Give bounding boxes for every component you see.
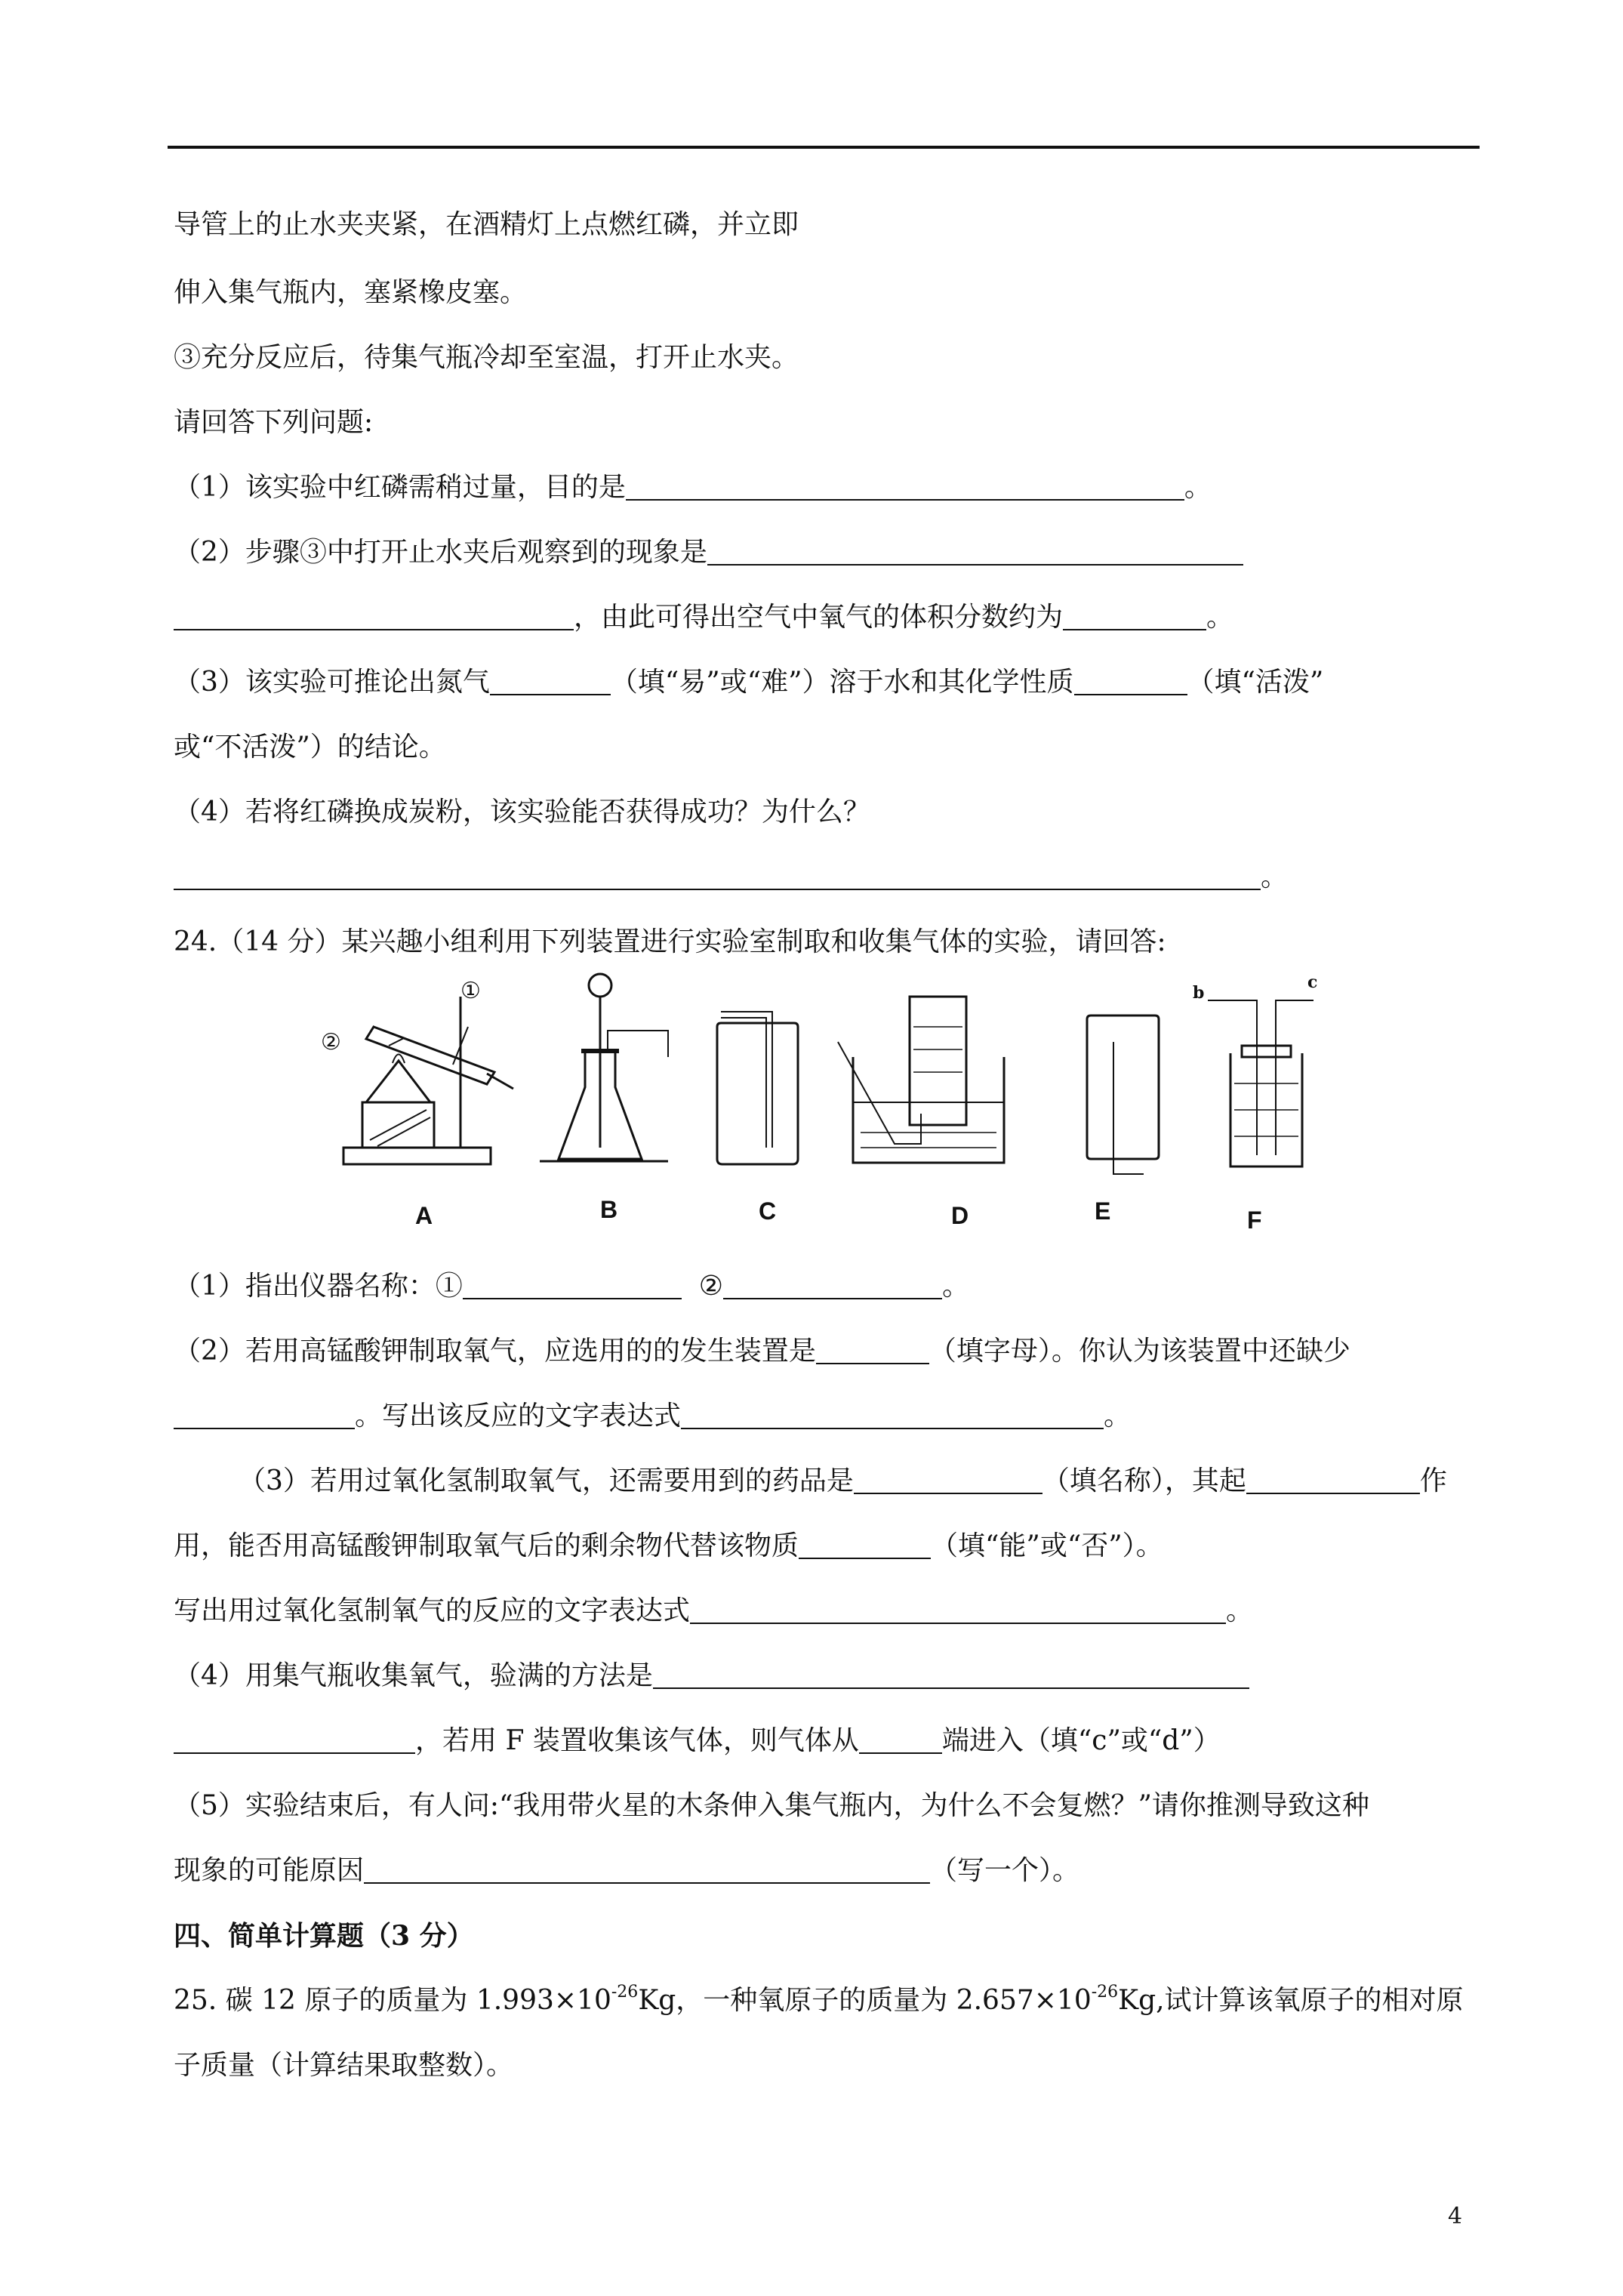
- sub-1: （1）指出仪器名称：① ② 。: [174, 1271, 970, 1302]
- answer-blank[interactable]: [681, 1401, 1104, 1429]
- mark-1: ①: [460, 978, 481, 1004]
- sub-3: （3）若用过氧化氢制取氧气，还需要用到的药品是 （填名称），其起 作: [239, 1465, 1447, 1496]
- apparatus-a: [343, 997, 513, 1164]
- question-2-continued: ，由此可得出空气中氧气的体积分数约为 。: [174, 601, 1233, 634]
- answer-blank[interactable]: [174, 1401, 355, 1429]
- mark-c: c: [1307, 972, 1318, 992]
- answer-blank[interactable]: [653, 1660, 1249, 1689]
- sub-4-continued: ，若用 F 装置收集该气体，则气体从 端进入（填“c”或“d”）: [174, 1724, 1221, 1758]
- mark-2: ②: [321, 1029, 341, 1056]
- answer-blank[interactable]: [174, 861, 1261, 890]
- apparatus-figure: [321, 966, 1318, 1238]
- apparatus-d: [838, 997, 1004, 1163]
- answer-blank[interactable]: [799, 1530, 931, 1559]
- header-rule: [168, 146, 1480, 149]
- answer-blank[interactable]: [1074, 667, 1187, 695]
- question-2: （2）步骤③中打开止水夹后观察到的现象是: [174, 536, 1243, 569]
- apparatus-f: [1208, 1000, 1313, 1166]
- answer-blank[interactable]: [1246, 1465, 1420, 1494]
- answer-blank[interactable]: [859, 1725, 942, 1754]
- figure-label-d: D: [951, 1202, 969, 1229]
- sub-4: （4）用集气瓶收集氧气，验满的方法是: [174, 1660, 1249, 1693]
- sub-5: （5）实验结束后，有人问:“我用带火星的木条伸入集气瓶内，为什么不会复燃？”请你推测导致这种: [174, 1790, 1369, 1821]
- answer-blank[interactable]: [174, 602, 574, 630]
- figure-label-e: E: [1095, 1197, 1111, 1225]
- problem-24: 24.（14 分）某兴趣小组利用下列装置进行实验室制取和收集气体的实验，请回答:: [174, 926, 1166, 957]
- figure-label-a: A: [415, 1202, 433, 1229]
- apparatus-b: [540, 974, 668, 1161]
- mark-b: b: [1193, 983, 1205, 1003]
- answer-blank[interactable]: [816, 1336, 929, 1364]
- figure-label-b: B: [600, 1196, 618, 1223]
- text-line: 或“不活泼”）的结论。: [174, 732, 446, 763]
- question-1: （1）该实验中红磷需稍过量，目的是 。: [174, 472, 1212, 503]
- text-line: 请回答下列问题:: [174, 407, 374, 438]
- section-heading: 四、简单计算题（3 分）: [174, 1920, 474, 1952]
- question-4-answer: 。: [174, 861, 1288, 894]
- sub-3-continued: 用，能否用高锰酸钾制取氧气后的剩余物代替该物质 （填“能”或“否”）。: [174, 1530, 1163, 1561]
- answer-blank[interactable]: [723, 1271, 942, 1299]
- question-4: （4）若将红磷换成炭粉，该实验能否获得成功？为什么？: [174, 797, 870, 827]
- text-line: ③充分反应后，待集气瓶冷却至室温，打开止水夹。: [174, 342, 799, 373]
- apparatus-e: [1087, 1015, 1159, 1174]
- figure-label-f: F: [1247, 1207, 1262, 1234]
- problem-25-continued: 子质量（计算结果取整数）。: [174, 2050, 514, 2081]
- sub-2: （2）若用高锰酸钾制取氧气，应选用的的发生装置是 （填字母）。你认为该装置中还缺少: [174, 1336, 1350, 1367]
- answer-blank[interactable]: [626, 472, 1184, 501]
- answer-blank[interactable]: [174, 1725, 415, 1754]
- apparatus-c: [717, 1012, 798, 1164]
- answer-blank[interactable]: [854, 1465, 1042, 1494]
- answer-blank[interactable]: [707, 537, 1243, 566]
- page-number: 4: [1448, 2203, 1463, 2230]
- answer-blank[interactable]: [690, 1595, 1226, 1624]
- sub-3-expression: 写出用过氧化氢制氧气的反应的文字表达式 。: [174, 1595, 1254, 1626]
- answer-blank[interactable]: [1063, 602, 1206, 630]
- answer-blank[interactable]: [490, 667, 611, 695]
- answer-blank[interactable]: [463, 1271, 682, 1299]
- apparatus-drawing: [321, 966, 1318, 1193]
- problem-25: 25. 碳 12 原子的质量为 $1.993\times 10^{-26}Kg$，一种氧原子的质量为 $2.657\times 10^{-26}Kg$,试计算该氧原子的相对原: [174, 1983, 1464, 2016]
- text-line: 伸入集气瓶内，塞紧橡皮塞。: [174, 277, 528, 308]
- answer-blank[interactable]: [364, 1855, 930, 1884]
- sub-2-continued: 。写出该反应的文字表达式 。: [174, 1400, 1131, 1433]
- question-3: （3）该实验可推论出氮气 （填“易”或“难”）溶于水和其化学性质 （填“活泼”: [174, 667, 1324, 698]
- text-line: 导管上的止水夹夹紧，在酒精灯上点燃红磷，并立即: [174, 209, 799, 240]
- figure-label-c: C: [759, 1197, 777, 1225]
- sub-5-continued: 现象的可能原因 （写一个）。: [174, 1855, 1080, 1886]
